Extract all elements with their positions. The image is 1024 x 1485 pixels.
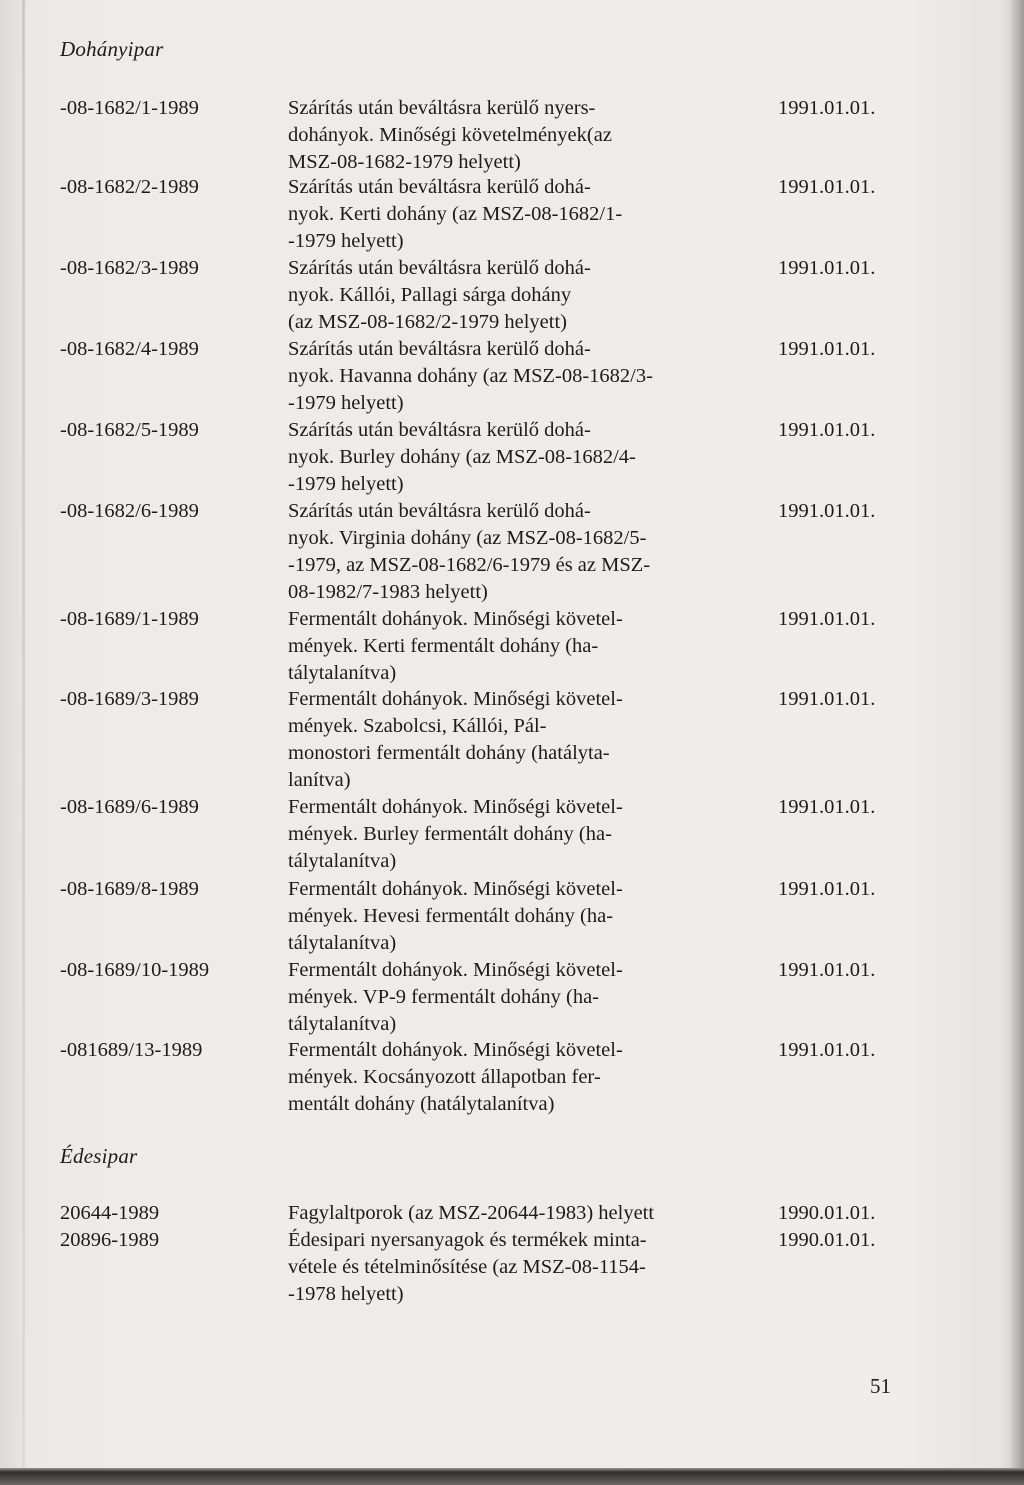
effective-date: 1991.01.01.	[778, 959, 876, 981]
standard-description: Szárítás után beváltásra kerülő dohá- nyok. Burley dohány (az MSZ-08-1682/4- -1979 helyett)	[288, 419, 636, 495]
effective-date: 1991.01.01.	[778, 97, 876, 119]
effective-date: 1991.01.01.	[778, 257, 876, 279]
standard-code: -08-1682/4-1989	[60, 338, 199, 360]
section-title-dohanyipar: Dohányipar	[60, 37, 164, 61]
effective-date: 1991.01.01.	[778, 338, 876, 360]
standard-code: -08-1682/1-1989	[60, 97, 199, 119]
standard-code: -08-1689/10-1989	[60, 959, 210, 981]
standard-description: Szárítás után beváltásra kerülő nyers- dohányok. Minőségi követelmények(az MSZ-08-1682-1979 helyett)	[288, 97, 612, 173]
standard-code: -08-1689/8-1989	[60, 878, 199, 900]
effective-date: 1991.01.01.	[778, 176, 876, 198]
standard-description: Édesipari nyersanyagok és termékek minta- vétele és tételminősítése (az MSZ-08-1154- -1978 helyett)	[288, 1229, 647, 1305]
standard-code: -081689/13-1989	[60, 1039, 203, 1061]
standard-code: -08-1682/5-1989	[60, 419, 199, 441]
effective-date: 1991.01.01.	[778, 419, 876, 441]
section-title-edesipar: Édesipar	[60, 1144, 138, 1168]
effective-date: 1991.01.01.	[778, 1039, 876, 1061]
standard-description: Fermentált dohányok. Minőségi követel- mények. Kocsányozott állapotban fer- mentált dohány (hatálytalanítva)	[288, 1039, 623, 1115]
standard-description: Szárítás után beváltásra kerülő dohá- nyok. Kállói, Pallagi sárga dohány (az MSZ-08-1682/2-1979 helyett)	[288, 257, 591, 333]
standard-code: -08-1682/6-1989	[60, 500, 199, 522]
standard-description: Fermentált dohányok. Minőségi követel- mények. Kerti fermentált dohány (ha- tálytalanítva)	[288, 608, 623, 684]
effective-date: 1991.01.01.	[778, 878, 876, 900]
standard-description: Fagylaltporok (az MSZ-20644-1983) helyett	[288, 1202, 655, 1224]
standard-description: Szárítás után beváltásra kerülő dohá- nyok. Kerti dohány (az MSZ-08-1682/1- -1979 helyett)	[288, 176, 623, 252]
standard-code: -08-1689/1-1989	[60, 608, 199, 630]
standard-code: -08-1682/3-1989	[60, 257, 199, 279]
page-number: 51	[870, 1374, 891, 1398]
standard-description: Szárítás után beváltásra kerülő dohá- nyok. Virginia dohány (az MSZ-08-1682/5- -1979, az MSZ-08-1682/6-1979 és az MSZ- 08-1982/7-1983 helyett)	[288, 500, 651, 603]
standard-code: -08-1689/6-1989	[60, 796, 199, 818]
effective-date: 1991.01.01.	[778, 796, 876, 818]
effective-date: 1991.01.01.	[778, 500, 876, 522]
standard-code: -08-1689/3-1989	[60, 688, 199, 710]
effective-date: 1990.01.01.	[778, 1229, 876, 1251]
standard-code: -08-1682/2-1989	[60, 176, 199, 198]
page-bottom-edge	[0, 1468, 1024, 1485]
standard-description: Szárítás után beváltásra kerülő dohá- nyok. Havanna dohány (az MSZ-08-1682/3- -1979 helyett)	[288, 338, 653, 414]
effective-date: 1991.01.01.	[778, 608, 876, 630]
page-gutter-shadow	[22, 0, 25, 1470]
standard-description: Fermentált dohányok. Minőségi követel- mények. VP-9 fermentált dohány (ha- tálytalanítva)	[288, 959, 623, 1035]
standard-description: Fermentált dohányok. Minőségi követel- mények. Hevesi fermentált dohány (ha- tálytalanítva)	[288, 878, 623, 954]
standard-description: Fermentált dohányok. Minőségi követel- mények. Szabolcsi, Kállói, Pál- monostori fermentált dohány (hatályta- lanítva)	[288, 688, 623, 791]
standard-code: 20644-1989	[60, 1202, 160, 1224]
page-right-edge	[1010, 0, 1024, 1485]
standard-code: 20896-1989	[60, 1229, 160, 1251]
effective-date: 1990.01.01.	[778, 1202, 876, 1224]
standard-description: Fermentált dohányok. Minőségi követel- mények. Burley fermentált dohány (ha- tálytalanítva)	[288, 796, 623, 872]
effective-date: 1991.01.01.	[778, 688, 876, 710]
